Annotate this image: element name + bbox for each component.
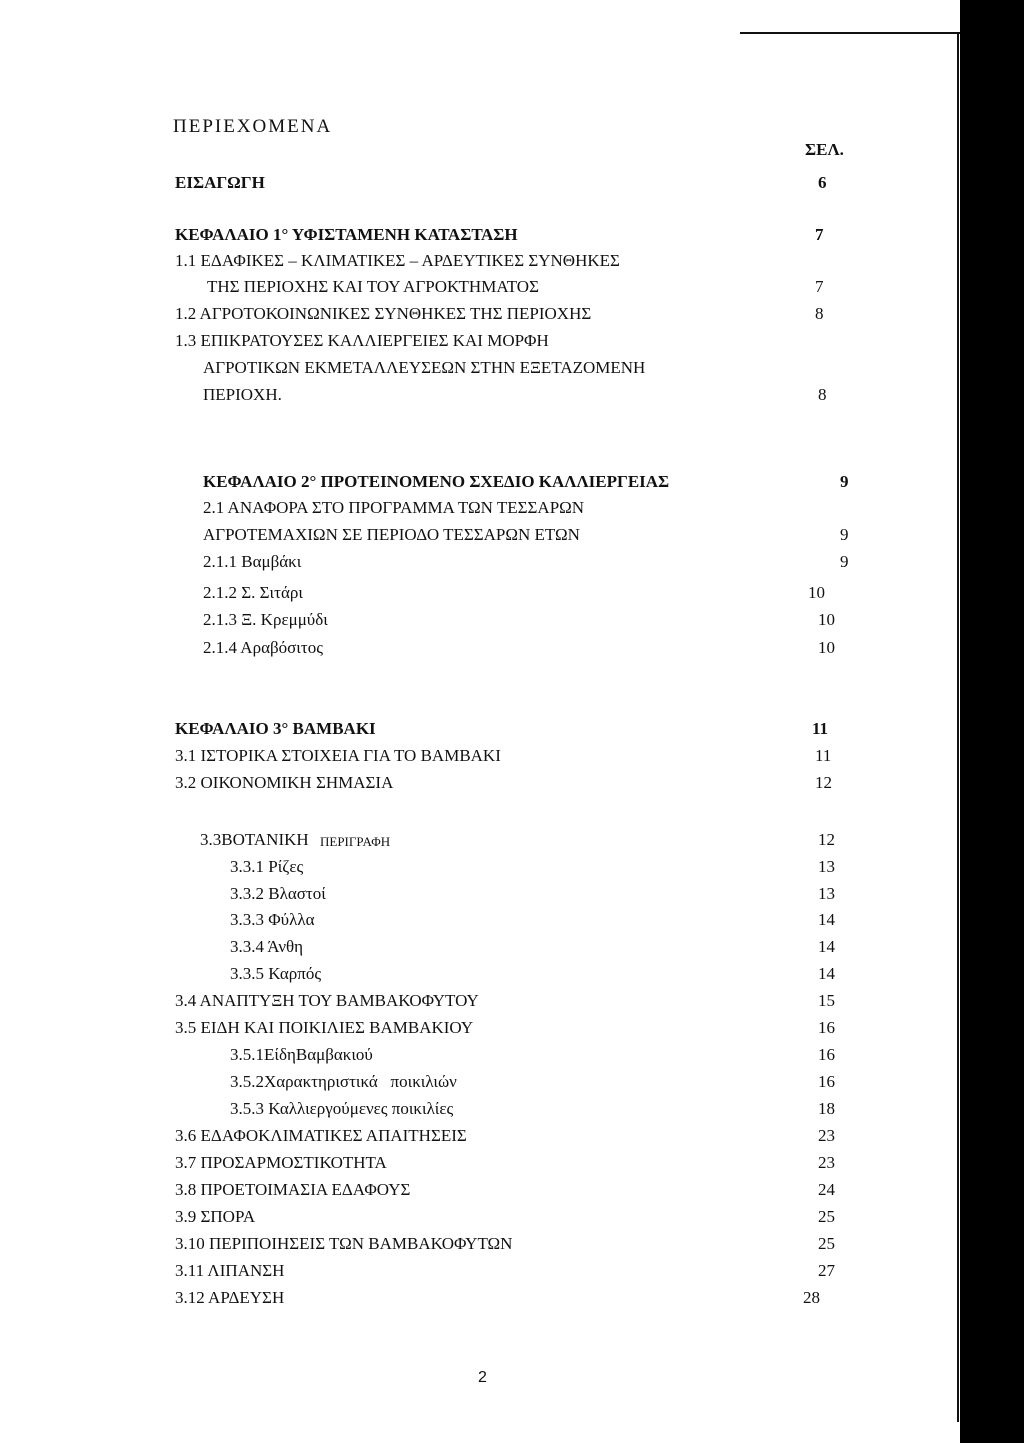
toc-entry-3-5-1-page: 16 [818,1045,835,1064]
toc-entry-3-6-page: 23 [818,1126,835,1145]
toc-entry-2-1-1-page: 9 [840,552,849,571]
toc-entry-3-2: 3.2 ΟΙΚΟΝΟΜΙΚΗ ΣΗΜΑΣΙΑ [175,773,394,792]
toc-entry-1-1-page: 7 [815,277,824,296]
toc-entry-3-5-3: 3.5.3 Καλλιεργούμενες ποικιλίες [230,1099,454,1118]
chapter-2-page: 9 [840,472,849,491]
toc-entry-2-1-cont: ΑΓΡΟΤΕΜΑΧΙΩΝ ΣΕ ΠΕΡΙΟΔΟ ΤΕΣΣΑΡΩΝ ΕΤΩΝ [203,525,580,544]
toc-entry-2-1-2: 2.1.2 Σ. Σιτάρι [203,583,303,602]
toc-entry-3-3-word: ΠΕΡΙΓΡΑΦΗ [320,834,391,849]
toc-entry-3-3-3: 3.3.3 Φύλλα [230,910,315,929]
toc-entry-3-3-4: 3.3.4 Άνθη [230,937,304,956]
toc-entry-3-3-5-page: 14 [818,964,835,983]
toc-entry-2-1-1: 2.1.1 Βαμβάκι [203,552,302,571]
intro-label: ΕΙΣΑΓΩΓΗ [175,173,265,192]
toc-entry-3-5-page: 16 [818,1018,835,1037]
toc-entry-3-7: 3.7 ΠΡΟΣΑΡΜΟΣΤΙΚΟΤΗΤΑ [175,1153,387,1172]
toc-entry-3-10: 3.10 ΠΕΡΙΠΟΙΗΣΕΙΣ ΤΩΝ ΒΑΜΒΑΚΟΦΥΤΩΝ [175,1234,513,1253]
toc-entry-3-7-page: 23 [818,1153,835,1172]
toc-entry-3-9: 3.9 ΣΠΟΡΑ [175,1207,256,1226]
toc-entry-3-11: 3.11 ΛΙΠΑΝΣΗ [175,1261,285,1280]
toc-entry-2-1-page: 9 [840,525,849,544]
toc-entry-3-3-1-page: 13 [818,857,835,876]
toc-entry-3-12: 3.12 ΑΡΔΕΥΣΗ [175,1288,285,1307]
toc-entry-2-1-2-page: 10 [808,583,825,602]
toc-entry-2-1: 2.1 ΑΝΑΦΟΡΑ ΣΤΟ ΠΡΟΓΡΑΜΜΑ ΤΩΝ ΤΕΣΣΑΡΩΝ [203,498,585,517]
toc-entry-3-9-page: 25 [818,1207,835,1226]
toc-entry-3-4: 3.4 ΑΝΑΠΤΥΞΗ ΤΟΥ ΒΑΜΒΑΚΟΦΥΤΟΥ [175,991,479,1010]
toc-entry-3-5-2: 3.5.2Χαρακτηριστικά ποικιλιών [230,1072,457,1091]
page-column-header: ΣΕΛ. [805,140,844,159]
toc-entry-1-3-cont: ΑΓΡΟΤΙΚΩΝ ΕΚΜΕΤΑΛΛΕΥΣΕΩΝ ΣΤΗΝ ΕΞΕΤΑΖΟΜΕΝΗ [203,358,646,377]
toc-entry-1-3: 1.3 ΕΠΙΚΡΑΤΟΥΣΕΣ ΚΑΛΛΙΕΡΓΕΙΕΣ ΚΑΙ ΜΟΡΦΗ [175,331,549,350]
page-border-top [740,32,960,34]
toc-entry-3-3-page: 12 [818,830,835,849]
toc-entry-2-1-4: 2.1.4 Αραβόσιτος [203,638,323,657]
toc-entry-3-2-page: 12 [815,773,832,792]
toc-entry-2-1-3-page: 10 [818,610,835,629]
page-border-right [957,32,959,1422]
toc-entry-3-6: 3.6 ΕΔΑΦΟΚΛΙΜΑΤΙΚΕΣ ΑΠΑΙΤΗΣΕΙΣ [175,1126,467,1145]
chapter-2-heading: ΚΕΦΑΛΑΙΟ 2° ΠΡΟΤΕΙΝΟΜΕΝΟ ΣΧΕΔΙΟ ΚΑΛΛΙΕΡΓΕΙΑΣ [203,472,670,491]
toc-entry-3-5: 3.5 ΕΙΔΗ ΚΑΙ ΠΟΙΚΙΛΙΕΣ ΒΑΜΒΑΚΙΟΥ [175,1018,474,1037]
intro-page: 6 [818,173,827,192]
toc-entry-3-3-1: 3.3.1 Ρίζες [230,857,304,876]
toc-entry-3-1-page: 11 [815,746,832,765]
toc-entry-3-3: 3.3ΒΟΤΑΝΙΚΗ [200,830,309,849]
toc-entry-3-10-page: 25 [818,1234,835,1253]
toc-entry-1-2: 1.2 ΑΓΡΟΤΟΚΟΙΝΩΝΙΚΕΣ ΣΥΝΘΗΚΕΣ ΤΗΣ ΠΕΡΙΟΧΗΣ [175,304,592,323]
chapter-1-heading: ΚΕΦΑΛΑΙΟ 1° ΥΦΙΣΤΑΜΕΝΗ ΚΑΤΑΣΤΑΣΗ [175,225,518,244]
toc-entry-1-1: 1.1 ΕΔΑΦΙΚΕΣ – ΚΛΙΜΑΤΙΚΕΣ – ΑΡΔΕΥΤΙΚΕΣ ΣΥΝΘΗΚΕΣ [175,251,620,270]
toc-entry-1-3-cont2: ΠΕΡΙΟΧΗ. [203,385,282,404]
chapter-1-page: 7 [815,225,824,244]
toc-entry-3-4-page: 15 [818,991,835,1010]
toc-entry-3-8-page: 24 [818,1180,835,1199]
toc-entry-3-5-2-page: 16 [818,1072,835,1091]
chapter-3-heading: ΚΕΦΑΛΑΙΟ 3° ΒΑΜΒΑΚΙ [175,719,376,738]
toc-entry-3-11-page: 27 [818,1261,835,1280]
toc-entry-1-3-page: 8 [818,385,827,404]
toc-entry-3-3-5: 3.3.5 Καρπός [230,964,322,983]
toc-entry-1-2-page: 8 [815,304,824,323]
toc-entry-3-3-2: 3.3.2 Βλαστοί [230,884,326,903]
chapter-3-page: 11 [812,719,829,738]
toc-entry-3-5-3-page: 18 [818,1099,835,1118]
footer-page-number: 2 [478,1369,487,1386]
toc-entry-3-1: 3.1 ΙΣΤΟΡΙΚΑ ΣΤΟΙΧΕΙΑ ΓΙΑ ΤΟ ΒΑΜΒΑΚΙ [175,746,501,765]
toc-entry-3-5-1: 3.5.1ΕίδηΒαμβακιού [230,1045,373,1064]
toc-title: ΠΕΡΙΕΧΟΜΕΝΑ [173,116,333,137]
toc-entry-3-3-3-page: 14 [818,910,835,929]
toc-entry-2-1-4-page: 10 [818,638,835,657]
toc-entry-3-12-page: 28 [803,1288,820,1307]
toc-entry-3-3-4-page: 14 [818,937,835,956]
toc-entry-2-1-3: 2.1.3 Ξ. Κρεμμύδι [203,610,328,629]
toc-entry-3-3-2-page: 13 [818,884,835,903]
toc-entry-1-1-cont: ΤΗΣ ΠΕΡΙΟΧΗΣ ΚΑΙ ΤΟΥ ΑΓΡΟΚΤΗΜΑΤΟΣ [207,277,539,296]
toc-entry-3-8: 3.8 ΠΡΟΕΤΟΙΜΑΣΙΑ ΕΔΑΦΟΥΣ [175,1180,411,1199]
